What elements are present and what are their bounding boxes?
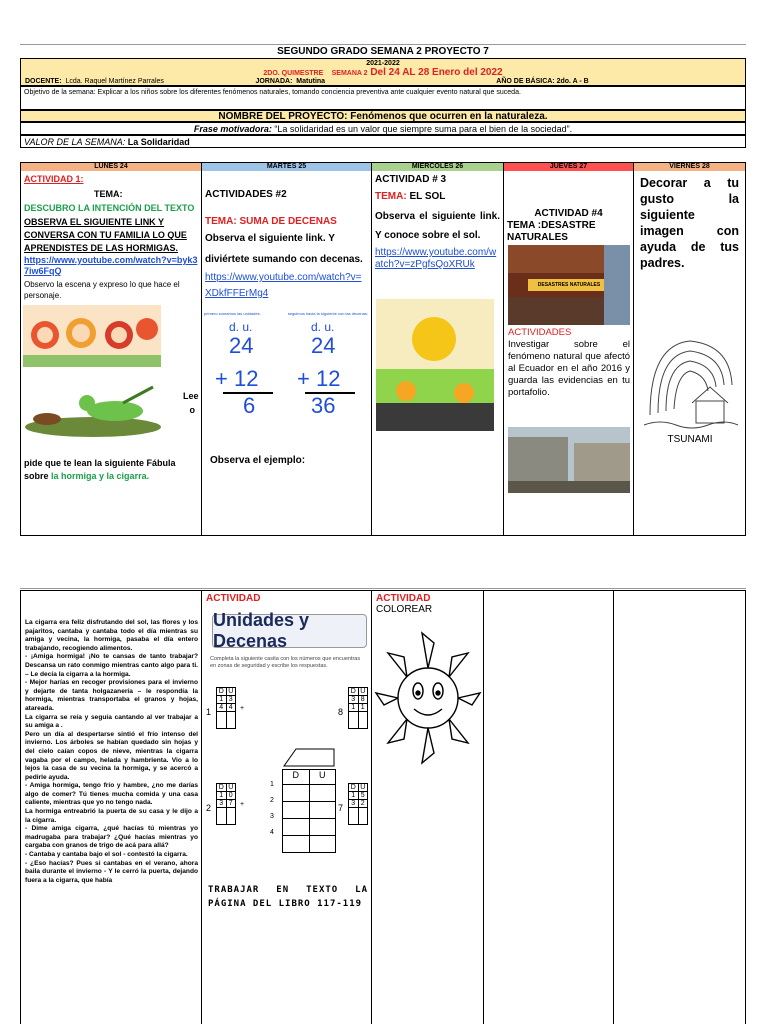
- decenas-example: [204, 311, 368, 418]
- column-empty-1: [484, 591, 614, 1024]
- top-number-right: 24: [311, 333, 336, 358]
- column-jueves: [504, 163, 634, 535]
- column-martes: [202, 163, 372, 535]
- sun-video-thumbnail[interactable]: [376, 299, 494, 431]
- period-quimestre: 2DO. QUIMESTRE: [263, 70, 324, 77]
- ud-title: Unidades y Decenas: [213, 610, 310, 651]
- ud-worksheet: [206, 687, 368, 867]
- lunes-pide-text: pide que te lean la siguiente Fábula sobre: [24, 458, 176, 481]
- column-miercoles: [372, 163, 504, 535]
- docente-name: Lcda. Raquel Martínez Parrales: [65, 78, 164, 85]
- frase-text: “La solidaridad es un valor que siempre suma para el bien de la sociedad”.: [274, 124, 573, 134]
- docente-label: DOCENTE:: [25, 78, 62, 85]
- lunes-pide: [24, 457, 198, 483]
- disasters-image: [508, 245, 630, 325]
- ex7-grid: D U 1 5 3 2: [348, 783, 368, 825]
- house-label-1: 1: [270, 781, 274, 788]
- fabula-text: La cigarra era feliz disfrutando del sol, las flores y los pajaritos, cantaba y cantaba todo el día mientras su amiga y vecina, la hormiga, pasaba el día entero trabajando, recogiendo alimentos. - ¡Amiga hormiga! ¡No te cansas de tanto trabajar? Descansa un rato conmigo mientras canto algo para ti. – Le decía la cigarra a la hormiga. - Mejor harías en recoger provisiones para el invierno y dejarte de tanta holgazanería – le respondía la hormiga, mientras transportaba el granos y hojas, atareada. La cigarra se reía y seguía cantando al ver trabajar a su amiga a . Pero un día al despertarse sintió el frío intenso del invierno. Los árboles se habían quedado sin hojas y del cielo caían copos de nieve, mientras la cigarra vagaba por el campo, helada y hambrienta. Vio a lo lejos la casa de su vecina la hormiga, y se acercó a pedirle ayuda. - Amiga hormiga, tengo frío y hambre, ¿no me darías algo de comer? Tú tienes mucha comida y una casa caliente, mientras que yo no tengo nada. La hormiga entreabrió la puerta de su casa y le dijo a la cigarra. - Dime amiga cigarra, ¿qué hacías tú mientras yo madrugaba para trabajar? ¿Qué hacías mientras yo cargaba con granos de trigo de acá para allá? - Cantaba y cantaba bajo el sol - contestó la cigarra. - ¿Eso hacías? Pues si cantabas en el verano, ahora baila durante el invierno - Y le cerró la puerta, dejando fuera a la cigarra, que había: [25, 619, 198, 884]
- lunes-actividad: ACTIVIDAD 1:: [24, 174, 84, 184]
- tsunami-label: TSUNAMI: [667, 434, 713, 445]
- result-left: 6: [243, 393, 256, 418]
- jornada-value: Matutina: [296, 78, 326, 85]
- day-lunes: LUNES 24: [21, 163, 201, 171]
- column-empty-2: [614, 591, 725, 1024]
- martes-instruction: Observa el siguiente link. Y diviértete sumando con decenas.: [205, 233, 363, 265]
- miercoles-link[interactable]: https://www.youtube.com/watch?v=zPgfsQoXRUk: [375, 247, 497, 270]
- p2-actividad: ACTIVIDAD: [206, 593, 261, 604]
- ex2-plus: +: [240, 801, 245, 808]
- column-fabula: [21, 591, 202, 1024]
- ex1-plus: +: [240, 705, 245, 712]
- document-title: SEGUNDO GRADO SEMANA 2 PROYECTO 7: [277, 46, 489, 57]
- ex7-number: 7: [338, 803, 344, 813]
- lunes-tema-label: TEMA:: [94, 189, 123, 199]
- jueves-actividad: ACTIVIDAD #4: [534, 208, 603, 219]
- martes-observa: Observa el ejemplo:: [210, 455, 306, 466]
- frase-motivadora: [20, 122, 746, 135]
- lunes-link[interactable]: https://www.youtube.com/watch?v=byk37iw6FqQ: [24, 255, 198, 276]
- page2-table: [20, 590, 746, 1024]
- miercoles-actividad: ACTIVIDAD # 3: [375, 174, 447, 185]
- du-label-left: d. u.: [229, 320, 253, 334]
- disasters-image-label: DESASTRES NATURALES: [537, 282, 601, 288]
- miercoles-tema-line: [375, 190, 500, 203]
- trabajar-texto: TRABAJAR EN TEXTO LA PÁGINA DEL LIBRO 117-119: [208, 885, 368, 909]
- martes-actividad: ACTIVIDADES #2: [205, 189, 287, 200]
- ex2-number: 2: [206, 803, 212, 813]
- lunes-lee: Lee o: [183, 391, 199, 415]
- column-viernes: [634, 163, 745, 535]
- miercoles-tema: EL SOL: [409, 191, 446, 202]
- example-right: [297, 320, 357, 418]
- example-caption-right: seguimos hacia la siguiente con las decenas:: [287, 311, 368, 316]
- period-dates: Del 24 AL 28 Enero del 2022: [370, 67, 503, 78]
- column-lunes: [21, 163, 202, 535]
- ants-illustration: [23, 305, 161, 367]
- column-colorear: [372, 591, 484, 1024]
- column-unidades-decenas: [202, 591, 372, 1024]
- day-miercoles: MIÉRCOLES 26: [372, 163, 503, 171]
- sun-coloring-image: [374, 623, 482, 773]
- day-jueves: JUEVES 27: [504, 163, 633, 171]
- ud-instructions: Completa la siguiente casita con los números que encuentras en zonas de seguridad y escribe los respuestas.: [210, 656, 361, 669]
- ud-title-box: [212, 610, 367, 651]
- example-left: [215, 320, 275, 418]
- viernes-instruction: Decorar a tu gusto la siguiente imagen con ayuda de tus padres.: [640, 176, 739, 270]
- objetivo: Objetivo de la semana: Explicar a los niños sobre los diferentes fenómenos naturales, tomando conciencia preventiva ante cualquier evento natural que suceda.: [20, 86, 746, 110]
- ex8-grid: D U 3 8 1 1: [348, 687, 368, 729]
- jueves-tema: TEMA :DESASTRE NATURALES: [507, 220, 596, 243]
- miercoles-tema-label: TEMA:: [375, 191, 407, 202]
- project-name: NOMBRE DEL PROYECTO: Fenómenos que ocurren en la naturaleza.: [20, 110, 746, 122]
- example-caption-left: primero sumamos las unidades.: [204, 311, 261, 316]
- ex1-grid: D U 1 3 4 4: [216, 687, 236, 729]
- period-box: [20, 58, 746, 86]
- house-label-4: 4: [270, 829, 274, 836]
- valor-label: VALOR DE LA SEMANA:: [24, 137, 126, 147]
- lunes-tema: DESCUBRO LA INTENCIÓN DEL TEXTO: [24, 203, 195, 213]
- ex1-number: 1: [206, 707, 212, 717]
- add-number-left: + 12: [215, 366, 259, 391]
- result-right: 36: [311, 393, 336, 418]
- page-separator-rule: [20, 588, 746, 589]
- valor-value: La Solidaridad: [127, 137, 190, 147]
- ud-house: D U: [282, 747, 336, 853]
- lunes-fabula: la hormiga y la cigarra.: [51, 471, 150, 481]
- lunes-instruction: OBSERVA EL SIGUIENTE LINK Y CONVERSA CON TU FAMILIA LO QUE APRENDISTES DE LAS HORMIGAS.: [24, 217, 187, 253]
- lunes-observo: Observo la escena y expreso lo que hace el personaje.: [24, 280, 180, 300]
- earthquake-image: [508, 427, 630, 493]
- ex2-grid: D U 1 0 3 7: [216, 783, 236, 825]
- jueves-instruction: Investigar sobre el fenómeno natural que afectó al Ecuador en el año 2016 y guarda las evidencias en tu portafolio.: [508, 339, 630, 398]
- docente-line: [25, 78, 741, 85]
- anio-label: AÑO DE BÁSICA: 2do. A - B: [496, 78, 589, 85]
- jueves-activities: [508, 327, 630, 399]
- frase-label: Frase motivadora:: [193, 124, 272, 134]
- p2-actividad-2: ACTIVIDAD: [376, 593, 431, 604]
- day-viernes: VIERNES 28: [634, 163, 745, 171]
- house-label-3: 3: [270, 813, 274, 820]
- du-label-right: d. u.: [311, 320, 335, 334]
- grasshopper-illustration: [23, 383, 163, 439]
- jornada-label: JORNADA:: [255, 78, 293, 85]
- martes-tema: TEMA: SUMA DE DECENAS: [205, 216, 337, 227]
- house-label-2: 2: [270, 797, 274, 804]
- valor-semana: [20, 135, 746, 148]
- weekly-activities-table: [20, 162, 746, 536]
- top-number-left: 24: [229, 333, 254, 358]
- period-semana: SEMANA 2: [331, 70, 368, 77]
- martes-link[interactable]: https://www.youtube.com/watch?v=XDkfFFErMg4: [205, 272, 362, 299]
- ex8-number: 8: [338, 707, 344, 717]
- miercoles-instruction: Observa el siguiente link. Y conoce sobre el sol.: [375, 211, 500, 241]
- page1-header: [20, 46, 746, 148]
- tsunami-coloring-image: [640, 325, 740, 445]
- add-number-right: + 12: [297, 366, 341, 391]
- colorear-label: COLOREAR: [376, 604, 433, 615]
- day-martes: MARTES 25: [202, 163, 371, 171]
- years: 2021-2022: [366, 60, 400, 67]
- top-rule: [20, 44, 746, 45]
- jueves-actividades-label: ACTIVIDADES: [508, 327, 572, 338]
